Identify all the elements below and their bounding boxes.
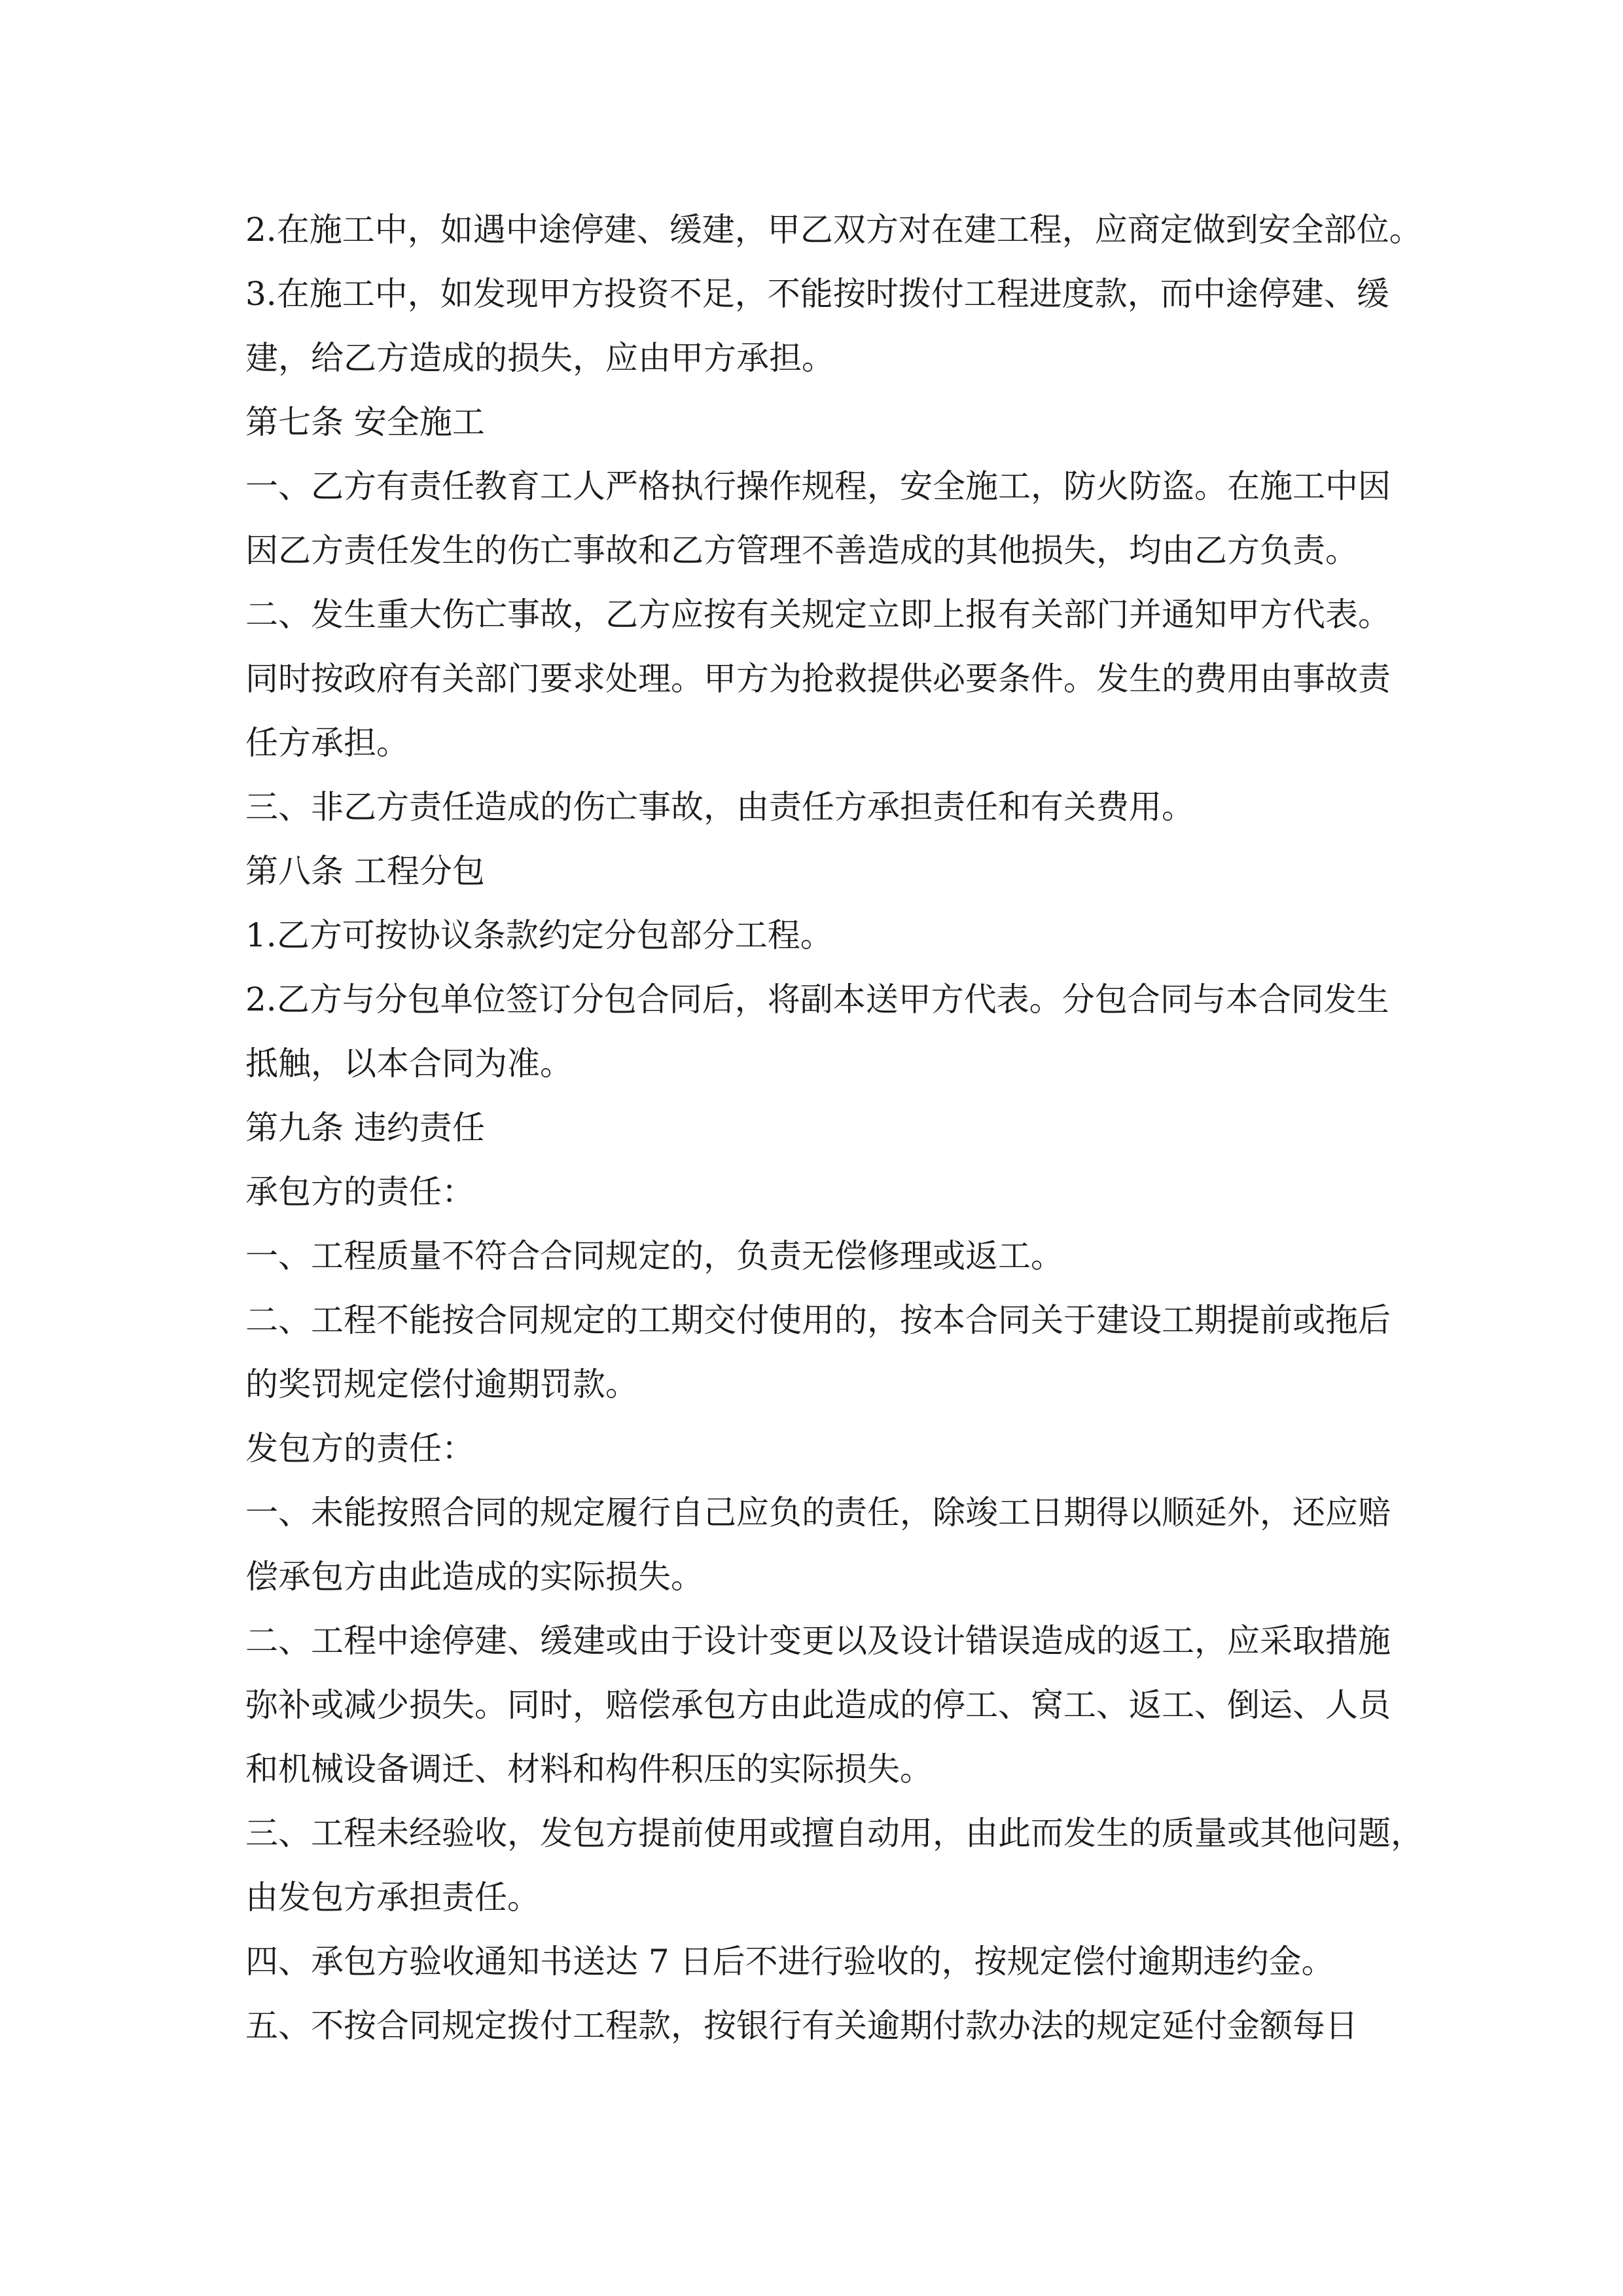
text-line: 3.在施工中，如发现甲方投资不足，不能按时拨付工程进度款，而中途停建、缓	[245, 275, 1389, 313]
text-line: 三、非乙方责任造成的伤亡事故，由责任方承担责任和有关费用。	[245, 788, 1194, 826]
text-line: 建，给乙方造成的损失，应由甲方承担。	[245, 339, 834, 377]
text-line: 由发包方承担责任。	[245, 1878, 540, 1916]
text-line: 一、未能按照合同的规定履行自己应负的责任，除竣工日期得以顺延外，还应赔	[245, 1494, 1391, 1532]
section-heading: 第九条 违约责任	[245, 1109, 485, 1147]
text-line: 一、工程质量不符合合同规定的，负责无偿修理或返工。	[245, 1237, 1063, 1275]
text-line: 五、不按合同规定拨付工程款，按银行有关逾期付款办法的规定延付金额每日	[245, 2007, 1358, 2045]
text-line: 因乙方责任发生的伤亡事故和乙方管理不善造成的其他损失，均由乙方负责。	[245, 531, 1358, 569]
section-heading: 第八条 工程分包	[245, 852, 485, 890]
text-line: 同时按政府有关部门要求处理。甲方为抢救提供必要条件。发生的费用由事故责	[245, 660, 1391, 698]
text-line: 弥补或减少损失。同时，赔偿承包方由此造成的停工、窝工、返工、倒运、人员	[245, 1686, 1391, 1724]
text-line: 偿承包方由此造成的实际损失。	[245, 1558, 704, 1596]
text-line: 一、乙方有责任教育工人严格执行操作规程，安全施工，防火防盗。在施工中因	[245, 467, 1391, 505]
subheading: 发包方的责任：	[245, 1429, 474, 1467]
text-line: 二、工程中途停建、缓建或由于设计变更以及设计错误造成的返工，应采取措施	[245, 1622, 1391, 1660]
text-line: 1.乙方可按协议条款约定分包部分工程。	[245, 916, 833, 954]
text-line: 二、工程不能按合同规定的工期交付使用的，按本合同关于建设工期提前或拖后	[245, 1301, 1391, 1339]
text-line: 二、发生重大伤亡事故，乙方应按有关规定立即上报有关部门并通知甲方代表。	[245, 596, 1391, 634]
text-line: 2.在施工中，如遇中途停建、缓建，甲乙双方对在建工程，应商定做到安全部位。	[245, 211, 1422, 249]
section-heading: 第七条 安全施工	[245, 403, 485, 441]
text-line: 任方承担。	[245, 724, 409, 762]
text-line: 的奖罚规定偿付逾期罚款。	[245, 1365, 638, 1403]
text-line: 四、承包方验收通知书送达 7 日后不进行验收的，按规定偿付逾期违约金。	[245, 1943, 1334, 1981]
text-line: 三、工程未经验收，发包方提前使用或擅自动用，由此而发生的质量或其他问题，	[245, 1814, 1423, 1852]
text-line: 抵触，以本合同为准。	[245, 1045, 573, 1083]
document-body	[245, 198, 1423, 2058]
text-line: 2.乙方与分包单位签订分包合同后，将副本送甲方代表。分包合同与本合同发生	[245, 980, 1389, 1018]
text-line: 和机械设备调迁、材料和构件积压的实际损失。	[245, 1750, 933, 1788]
subheading: 承包方的责任：	[245, 1173, 474, 1211]
